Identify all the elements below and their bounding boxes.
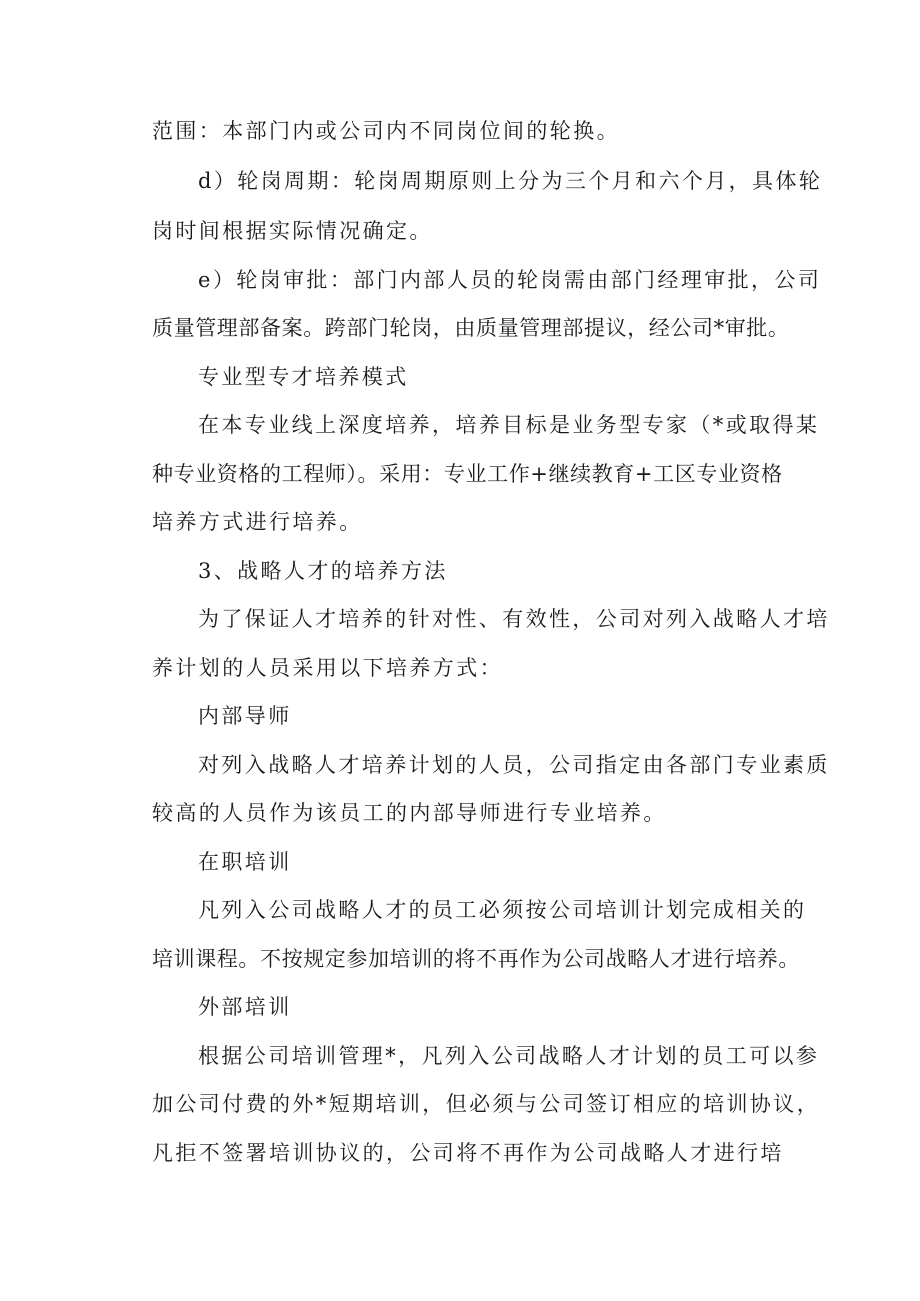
paragraph-line: 加公司付费的外*短期培训，但必须与公司签订相应的培训协议， [152, 1092, 821, 1116]
paragraph-line: 在本专业线上深度培养，培养目标是业务型专家（*或取得某 [198, 413, 820, 437]
paragraph-line: 养计划的人员采用以下培养方式： [152, 656, 503, 680]
paragraph-line: 岗时间根据实际情况确定。 [152, 219, 433, 243]
paragraph-line: 质量管理部备案。跨部门轮岗，由质量管理部提议，经公司*审批。 [152, 316, 790, 340]
section-heading: 在职培训 [198, 850, 292, 874]
paragraph-line: d）轮岗周期：轮岗周期原则上分为三个月和六个月，具体轮 [198, 169, 823, 193]
paragraph-line: 根据公司培训管理*，凡列入公司战略人才计划的员工可以参 [198, 1044, 820, 1068]
section-heading: 内部导师 [198, 704, 292, 728]
section-heading: 外部培训 [198, 995, 292, 1019]
paragraph-line: 培养方式进行培养。 [152, 510, 363, 534]
paragraph-line: 培训课程。不按规定参加培训的将不再作为公司战略人才进行培养。 [152, 947, 800, 971]
paragraph-line: 为了保证人才培养的针对性、有效性，公司对列入战略人才培 [198, 607, 830, 631]
paragraph-line: 较高的人员作为该员工的内部导师进行专业培养。 [152, 801, 667, 825]
paragraph-line: 范围：本部门内或公司内不同岗位间的轮换。 [152, 119, 620, 143]
paragraph-line: 对列入战略人才培养计划的人员，公司指定由各部门专业素质 [198, 753, 830, 777]
paragraph-line: 凡列入公司战略人才的员工必须按公司培训计划完成相关的 [198, 898, 807, 922]
paragraph-line: 种专业资格的工程师）。采用：专业工作+继续教育+工区专业资格 [152, 462, 783, 486]
paragraph-line: 凡拒不签署培训协议的，公司将不再作为公司战略人才进行培 [152, 1141, 784, 1165]
section-heading: 3、战略人才的培养方法 [198, 559, 448, 583]
paragraph-line: e）轮岗审批：部门内部人员的轮岗需由部门经理审批，公司 [198, 268, 822, 292]
section-heading: 专业型专才培养模式 [198, 365, 409, 389]
